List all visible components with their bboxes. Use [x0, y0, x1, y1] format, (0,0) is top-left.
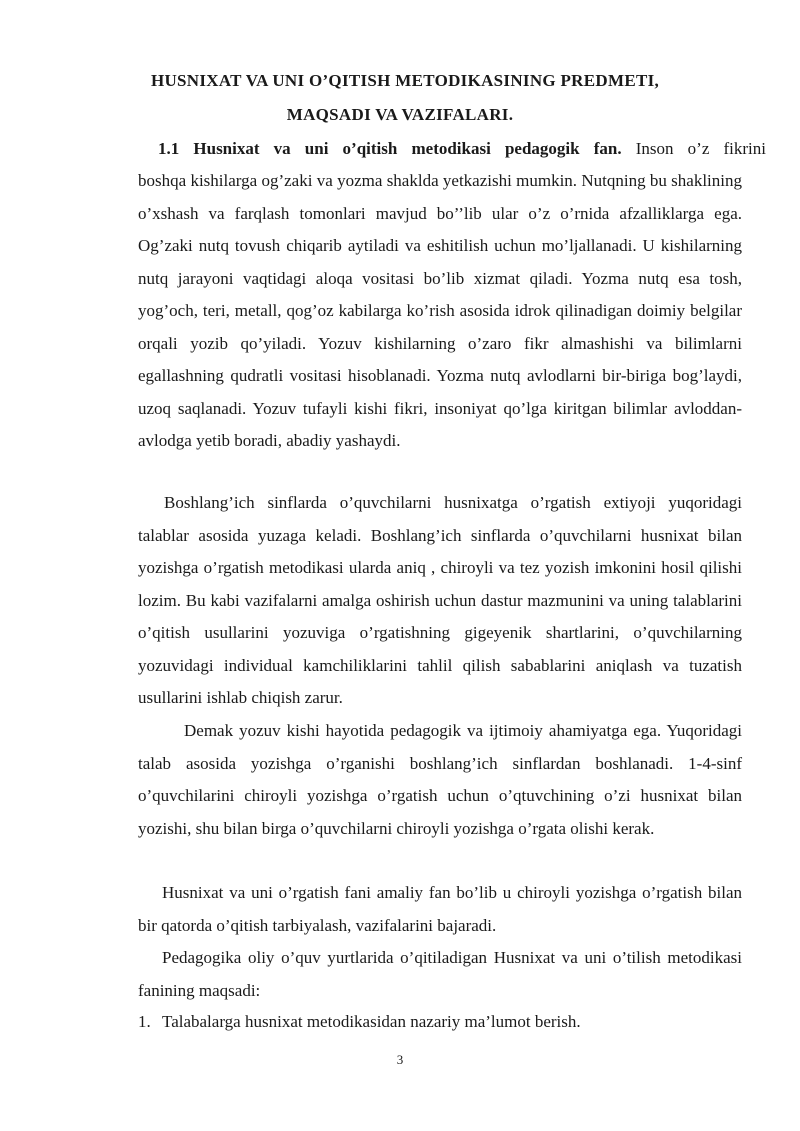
- paragraph-5: Pedagogika oliy o’quv yurtlarida o’qitiladigan Husnixat va uni o’tilish metodikasi fanining maqsadi:: [138, 948, 742, 1000]
- list-item-text: Talabalarga husnixat metodikasidan nazariy ma’lumot berish.: [162, 1012, 581, 1031]
- page-title-line-2: MAQSADI VA VAZIFALARI.: [286, 105, 514, 124]
- paragraph-1-first-line-text: Inson o’z fikrini: [621, 139, 766, 158]
- paragraph-4: Husnixat va uni o’rgatish fani amaliy fan bo’lib u chiroyli yozishga o’rgatish bilan bir qatorda o’qitish tarbiyalash, vazifalarini bajaradi.: [138, 883, 742, 935]
- page-number: 3: [396, 1052, 404, 1067]
- paragraph-2: Boshlang’ich sinflarda o’quvchilarni husnixatga o’rgatish extiyoji yuqoridagi talablar asosida yuzaga keladi. Boshlang’ich sinflarda o’quvchilarni husnixat bilan yozishga o’rgatish metodikasi ularda aniq , chiroyli va tez yozish imkonini hosil qilishi lozim. Bu kabi vazifalarni amalga oshirish uchun dastur mazmunini va uning talablarini o’qitish usullarini yozuviga o’rgatishning gigeyenik shartlarini, o’quvchilarning yozuvidagi individual kamchiliklarini tahlil qilish sabablarini aniqlash va tuzatish usullarini ishlab chiqish zarur.: [138, 493, 742, 707]
- paragraph-1-first-line: [158, 133, 766, 166]
- page-title-line-1: HUSNIXAT VA UNI O’QITISH METODIKASINING PREDMETI,: [150, 71, 660, 90]
- list-item-number: 1.: [138, 1012, 151, 1031]
- section-heading-1-1: 1.1 Husnixat va uni o’qitish metodikasi pedagogik fan.: [158, 139, 622, 158]
- list-item: [138, 1006, 742, 1039]
- paragraph-3: Demak yozuv kishi hayotida pedagogik va ijtimoiy ahamiyatga ega. Yuqoridagi talab asosida yozishga o’rganishi boshlang’ich sinflardan boshlanadi. 1-4-sinf o’quvchilarini chiroyli yozishga o’rgatish uchun o’qtuvchining o’zi husnixat bilan yozishi, shu bilan birga o’quvchilarni chiroyli yozishga o’rgata olishi kerak.: [138, 721, 742, 838]
- paragraph-1: boshqa kishilarga og’zaki va yozma shaklda yetkazishi mumkin. Nutqning bu shaklining o’xshash va farqlash tomonlari mavjud bo’’lib ular o’z o’rnida afzalliklarga ega. Og’zaki nutq tovush chiqarib aytiladi va eshitilish uchun mo’ljallanadi. U kishilarning nutq jarayoni vaqtidagi aloqa vositasi bo’lib xizmat qiladi. Yozma nutq esa tosh, yog’och, teri, metall, qog’oz kabilarga ko’rish asosida idrok qilinadigan doimiy belgilar orqali yozib qo’yiladi. Yozuv kishilarning o’zaro fikr almashishi va bilimlarni egallashning qudratli vositasi hisoblanadi. Yozma nutq avlodlarni bir-biriga bog’laydi, uzoq saqlanadi. Yozuv tufayli kishi fikri, insoniyat qo’lga kiritgan bilimlar avloddan-avlodga yetib boradi, abadiy yashaydi.: [138, 171, 742, 450]
